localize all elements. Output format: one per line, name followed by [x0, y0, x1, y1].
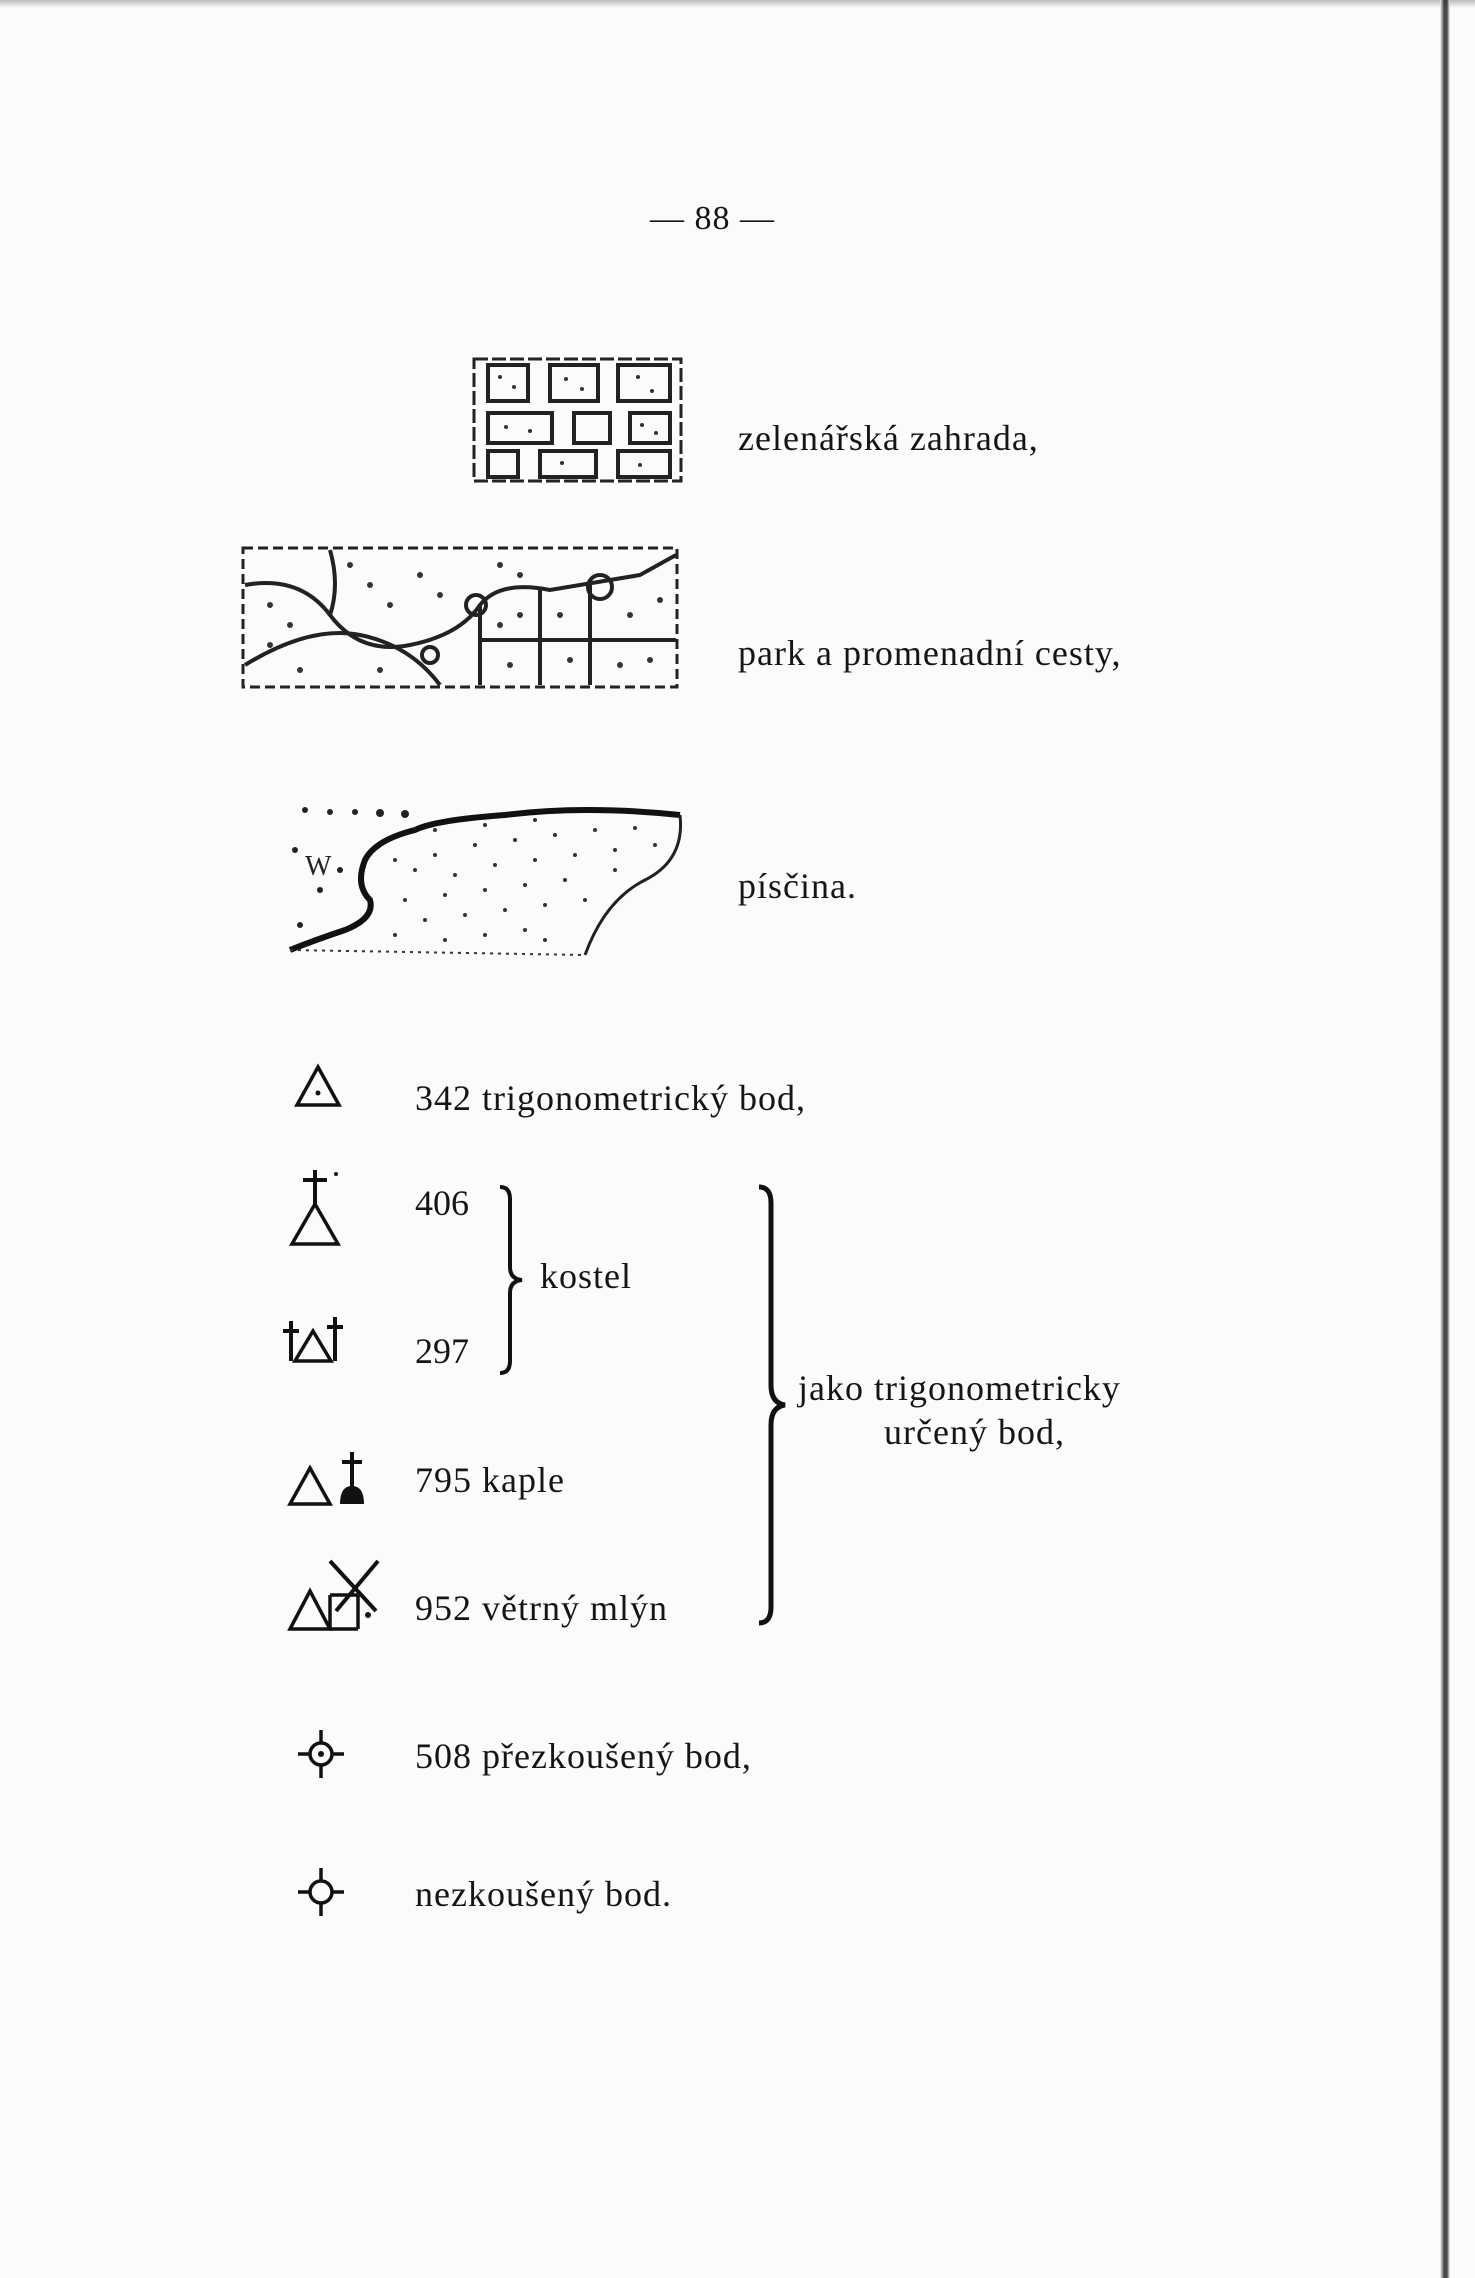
page-binding-edge [1440, 0, 1450, 2278]
kostel-label: kostel [540, 1256, 632, 1296]
garden-label: zelenářská zahrada, [738, 418, 1039, 458]
church-triangle-icon [288, 1168, 343, 1248]
page-top-edge [0, 0, 1475, 8]
trig-group-brace [755, 1185, 795, 1625]
church-a-number: 406 [415, 1183, 469, 1223]
sand-label: písčina. [738, 866, 857, 906]
unchecked-point-label: nezkoušený bod. [415, 1874, 672, 1914]
church-b-number: 297 [415, 1331, 469, 1371]
checked-point-icon [296, 1728, 346, 1780]
windmill-label: 952 větrný mlýn [415, 1588, 668, 1628]
windmill-icon [288, 1555, 388, 1633]
page-number: — 88 — [650, 200, 775, 237]
unchecked-point-icon [296, 1866, 346, 1918]
trig-point-label: 342 trigonometrický bod, [415, 1078, 806, 1118]
trig-group-line1: jako trigonometricky [798, 1368, 1121, 1408]
chapel-label: 795 kaple [415, 1460, 565, 1500]
sand-map-letter: W [305, 851, 332, 882]
triangle-icon [293, 1063, 343, 1109]
garden-map-icon [470, 355, 685, 485]
checked-point-label: 508 přezkoušený bod, [415, 1736, 752, 1776]
church-steeples-icon [283, 1315, 345, 1365]
trig-group-line2: určený bod, [884, 1412, 1065, 1452]
kostel-brace [496, 1185, 526, 1375]
park-label: park a promenadní cesty, [738, 633, 1122, 673]
chapel-icon [288, 1450, 368, 1508]
park-map-icon [240, 545, 680, 690]
sand-map-icon [285, 800, 685, 955]
